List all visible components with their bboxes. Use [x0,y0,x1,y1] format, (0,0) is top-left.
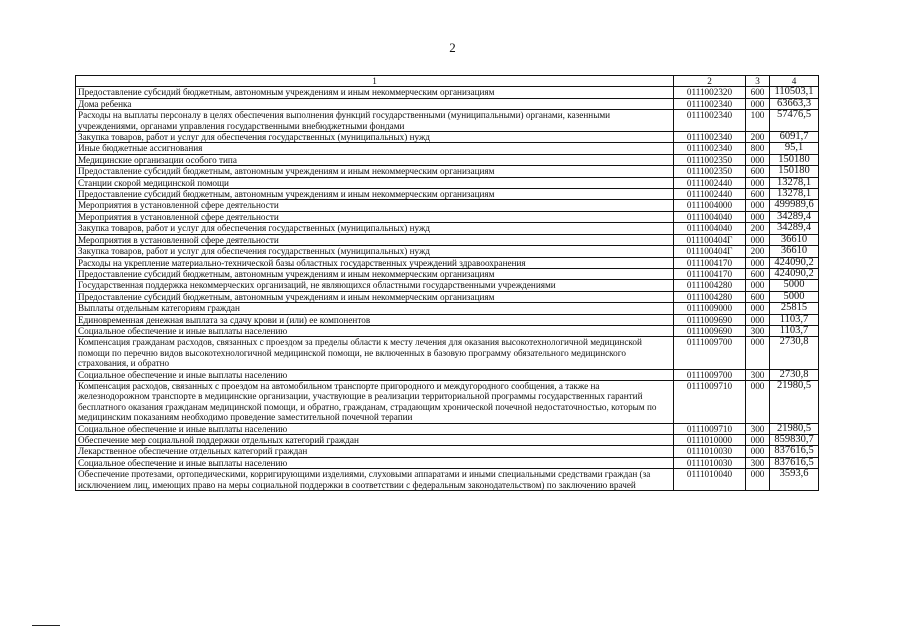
row-name-cell: Компенсация расходов, связанных с проездом на автомобильном транспорте пригородного и междугородного сообщения, а также на железнодорожном транспорте в медицинские организации, участвующие в реализации территориальной программы государственных гарантий бесплатного оказания гражданам медицинской помощи, и обратно, гражданам, страдающим хронической почечной недостаточностью, которым по медицинским показаниям необходимо проведение заместительной почечной терапии [76,380,674,423]
row-code-cell: 0111010000 [674,435,746,446]
row-code-cell: 0111002340 [674,98,746,109]
row-name-cell: Закупка товаров, работ и услуг для обеспечения государственных (муниципальных) нужд [76,223,674,234]
table-row [76,98,819,109]
row-sum-cell: 837616,5 [770,457,819,468]
row-code-cell: 0111004040 [674,223,746,234]
row-sum-cell: 2730,8 [770,369,819,380]
row-expense-type-cell: 000 [746,98,770,109]
table-row [76,291,819,302]
row-name-cell: Расходы на укрепление материально-технической базы областных государственных учреждений здравоохранения [76,257,674,268]
table-row [76,189,819,200]
row-name-cell: Закупка товаров, работ и услуг для обеспечения государственных (муниципальных) нужд [76,132,674,143]
row-name-cell: Станции скорой медицинской помощи [76,177,674,188]
row-code-cell: 0111009000 [674,303,746,314]
row-code-cell: 0111002320 [674,87,746,98]
row-sum-cell: 34289,4 [770,211,819,222]
row-name-cell: Мероприятия в установленной сфере деятельности [76,200,674,211]
table-row [76,446,819,457]
row-code-cell: 011100404Г [674,234,746,245]
row-expense-type-cell: 000 [746,257,770,268]
row-code-cell: 0111002440 [674,189,746,200]
row-expense-type-cell: 000 [746,154,770,165]
row-expense-type-cell: 300 [746,325,770,336]
row-code-cell: 0111002350 [674,166,746,177]
table-row [76,154,819,165]
row-expense-type-cell: 000 [746,314,770,325]
row-expense-type-cell: 000 [746,380,770,423]
row-name-cell: Социальное обеспечение и иные выплаты населению [76,325,674,336]
row-code-cell: 0111004170 [674,257,746,268]
row-name-cell: Иные бюджетные ассигнования [76,143,674,154]
row-expense-type-cell: 200 [746,132,770,143]
row-expense-type-cell: 200 [746,223,770,234]
row-expense-type-cell: 000 [746,446,770,457]
row-expense-type-cell: 800 [746,143,770,154]
row-expense-type-cell: 600 [746,291,770,302]
table-row [76,110,819,132]
row-sum-cell: 13278,1 [770,189,819,200]
row-name-cell: Обеспечение мер социальной поддержки отдельных категорий граждан [76,435,674,446]
row-expense-type-cell: 000 [746,337,770,369]
row-name-cell: Компенсация гражданам расходов, связанных с проездом за пределы области к месту лечения для оказания высокотехнологичной медицинской помощи по перечню видов высокотехнологичной медицинской помощи, не включенных в базовую программу обязательного медицинского страхования, и обратно [76,337,674,369]
row-sum-cell: 859830,7 [770,435,819,446]
row-name-cell: Социальное обеспечение и иные выплаты населению [76,423,674,434]
column-header-expense-type: 3 [746,76,770,87]
row-sum-cell: 5000 [770,291,819,302]
row-expense-type-cell: 300 [746,457,770,468]
table-row [76,234,819,245]
row-sum-cell: 95,1 [770,143,819,154]
row-expense-type-cell: 600 [746,166,770,177]
column-header-sum: 4 [770,76,819,87]
row-expense-type-cell: 300 [746,423,770,434]
row-sum-cell: 34289,4 [770,223,819,234]
row-sum-cell: 2730,8 [770,337,819,369]
row-code-cell: 0111002440 [674,177,746,188]
row-sum-cell: 21980,5 [770,380,819,423]
table-row [76,303,819,314]
row-code-cell: 0111009690 [674,325,746,336]
footer-mark [32,625,60,626]
row-code-cell: 0111009700 [674,369,746,380]
row-expense-type-cell: 000 [746,435,770,446]
row-expense-type-cell: 000 [746,469,770,491]
table-row [76,469,819,491]
row-code-cell: 0111009710 [674,423,746,434]
column-header-name: 1 [76,76,674,87]
row-sum-cell: 13278,1 [770,177,819,188]
table-row [76,280,819,291]
row-expense-type-cell: 600 [746,189,770,200]
table-row [76,369,819,380]
row-sum-cell: 150180 [770,166,819,177]
table-row [76,325,819,336]
row-sum-cell: 25815 [770,303,819,314]
row-code-cell: 0111009700 [674,337,746,369]
row-sum-cell: 63663,3 [770,98,819,109]
table-row [76,257,819,268]
row-code-cell: 0111002340 [674,143,746,154]
table-row [76,211,819,222]
row-sum-cell: 1103,7 [770,325,819,336]
row-name-cell: Медицинские организации особого типа [76,154,674,165]
row-code-cell: 0111004040 [674,211,746,222]
row-name-cell: Дома ребенка [76,98,674,109]
row-name-cell: Предоставление субсидий бюджетным, автономным учреждениям и иным некоммерческим организациям [76,268,674,279]
row-name-cell: Мероприятия в установленной сфере деятельности [76,211,674,222]
row-code-cell: 0111010040 [674,469,746,491]
row-name-cell: Лекарственное обеспечение отдельных категорий граждан [76,446,674,457]
row-code-cell: 0111009710 [674,380,746,423]
row-sum-cell: 837616,5 [770,446,819,457]
row-name-cell: Государственная поддержка некоммерческих организаций, не являющихся областными государственными учреждениями [76,280,674,291]
row-sum-cell: 424090,2 [770,257,819,268]
row-sum-cell: 3593,6 [770,469,819,491]
row-code-cell: 0111002350 [674,154,746,165]
table-row [76,337,819,369]
row-expense-type-cell: 000 [746,200,770,211]
row-sum-cell: 57476,5 [770,110,819,132]
row-code-cell: 0111004280 [674,291,746,302]
table-row [76,223,819,234]
table-row [76,200,819,211]
row-expense-type-cell: 000 [746,303,770,314]
row-code-cell: 0111002340 [674,132,746,143]
table-row [76,457,819,468]
table-row [76,246,819,257]
table-row [76,380,819,423]
table-row [76,87,819,98]
row-code-cell: 0111004170 [674,268,746,279]
row-name-cell: Выплаты отдельным категориям граждан [76,303,674,314]
row-code-cell: 0111002340 [674,110,746,132]
row-code-cell: 0111009690 [674,314,746,325]
row-name-cell: Закупка товаров, работ и услуг для обеспечения государственных (муниципальных) нужд [76,246,674,257]
row-name-cell: Социальное обеспечение и иные выплаты населению [76,457,674,468]
page-number: 2 [449,40,456,55]
row-sum-cell: 110503,1 [770,87,819,98]
row-sum-cell: 36610 [770,246,819,257]
row-sum-cell: 499989,6 [770,200,819,211]
row-sum-cell: 6091,7 [770,132,819,143]
row-sum-cell: 1103,7 [770,314,819,325]
row-name-cell: Предоставление субсидий бюджетным, автономным учреждениям и иным некоммерческим организациям [76,189,674,200]
table-header-row [76,76,819,87]
row-name-cell: Мероприятия в установленной сфере деятельности [76,234,674,245]
row-expense-type-cell: 200 [746,246,770,257]
row-code-cell: 011100404Г [674,246,746,257]
row-name-cell: Обеспечение протезами, ортопедическими, корригирующими изделиями, слуховыми аппаратами и иными специальными средствами граждан (за исключением лиц, имеющих право на меры социальной поддержки в соответствии с федеральным законодательством) по заключению врачей [76,469,674,491]
row-sum-cell: 36610 [770,234,819,245]
table-row [76,268,819,279]
row-sum-cell: 150180 [770,154,819,165]
budget-table [75,75,819,491]
table-row [76,423,819,434]
row-name-cell: Расходы на выплаты персоналу в целях обеспечения выполнения функций государственными (муниципальными) органами, казенными учреждениями, органами управления государственными внебюджетными фондами [76,110,674,132]
table-row [76,166,819,177]
row-expense-type-cell: 300 [746,369,770,380]
row-sum-cell: 424090,2 [770,268,819,279]
row-name-cell: Единовременная денежная выплата за сдачу крови и (или) ее компонентов [76,314,674,325]
row-expense-type-cell: 600 [746,87,770,98]
row-code-cell: 0111010030 [674,457,746,468]
row-code-cell: 0111004280 [674,280,746,291]
table-row [76,143,819,154]
table-row [76,177,819,188]
row-name-cell: Предоставление субсидий бюджетным, автономным учреждениям и иным некоммерческим организациям [76,166,674,177]
row-expense-type-cell: 000 [746,177,770,188]
row-code-cell: 0111010030 [674,446,746,457]
row-expense-type-cell: 000 [746,234,770,245]
column-header-code: 2 [674,76,746,87]
row-name-cell: Предоставление субсидий бюджетным, автономным учреждениям и иным некоммерческим организациям [76,87,674,98]
row-sum-cell: 21980,5 [770,423,819,434]
row-expense-type-cell: 600 [746,268,770,279]
row-name-cell: Социальное обеспечение и иные выплаты населению [76,369,674,380]
row-sum-cell: 5000 [770,280,819,291]
table-row [76,314,819,325]
row-expense-type-cell: 100 [746,110,770,132]
row-name-cell: Предоставление субсидий бюджетным, автономным учреждениям и иным некоммерческим организациям [76,291,674,302]
table-row [76,435,819,446]
row-expense-type-cell: 000 [746,211,770,222]
row-expense-type-cell: 000 [746,280,770,291]
table-row [76,132,819,143]
row-code-cell: 0111004000 [674,200,746,211]
